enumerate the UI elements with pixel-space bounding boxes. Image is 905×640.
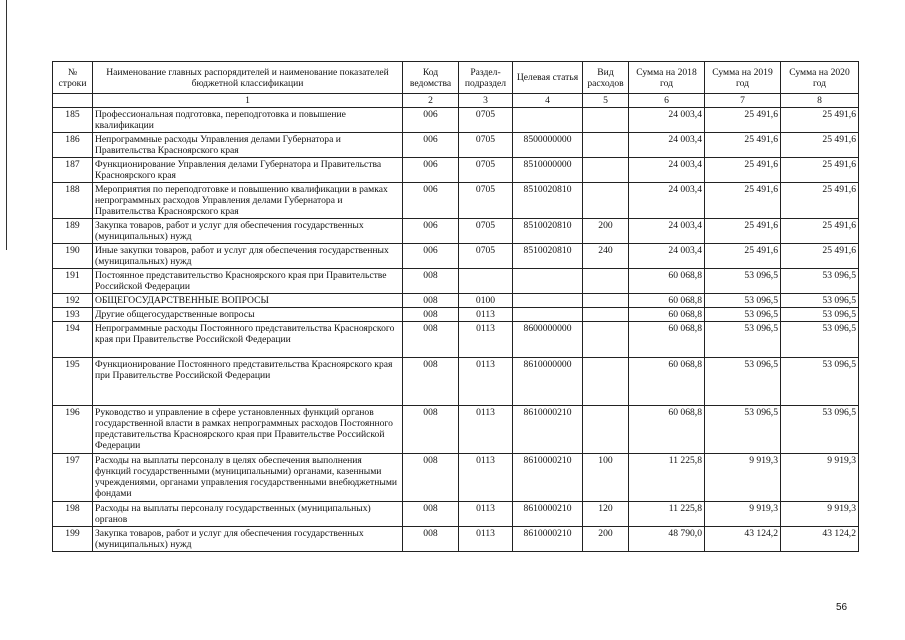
- dept-code-cell: 008: [403, 322, 459, 358]
- sum-2018-cell: 60 068,8: [629, 358, 705, 406]
- sum-2019-cell: 53 096,5: [705, 269, 781, 294]
- sum-2020-cell: 25 491,6: [781, 158, 859, 183]
- expense-type-cell: 200: [583, 219, 629, 244]
- row-number-cell: 185: [53, 108, 93, 133]
- target-item-cell: [513, 108, 583, 133]
- expense-type-cell: [583, 358, 629, 406]
- target-item-cell: 8610000000: [513, 358, 583, 406]
- target-item-cell: [513, 269, 583, 294]
- sum-2019-cell: 53 096,5: [705, 294, 781, 308]
- table-row: [53, 219, 859, 244]
- dept-code-cell: 008: [403, 294, 459, 308]
- sum-2020-cell: 53 096,5: [781, 308, 859, 322]
- row-number-cell: 195: [53, 358, 93, 406]
- page-margin-rule: [6, 0, 7, 250]
- dept-code-cell: 006: [403, 133, 459, 158]
- sum-2018-cell: 24 003,4: [629, 219, 705, 244]
- target-item-cell: 8510020810: [513, 244, 583, 269]
- sum-2018-cell: 24 003,4: [629, 133, 705, 158]
- dept-code-cell: 008: [403, 527, 459, 552]
- sum-2019-cell: 53 096,5: [705, 322, 781, 358]
- header-sum-2020: Сумма на 2020 год: [781, 62, 859, 94]
- sum-2019-cell: 43 124,2: [705, 527, 781, 552]
- item-name-cell: ОБЩЕГОСУДАРСТВЕННЫЕ ВОПРОСЫ: [93, 294, 403, 308]
- table-row: [53, 527, 859, 552]
- column-number: 2: [403, 94, 459, 108]
- item-name-cell: Мероприятия по переподготовке и повышению квалификации в рамках непрограммных расходов Управления делами Губернатора и Правительства Красноярского края: [93, 183, 403, 219]
- column-number: 1: [93, 94, 403, 108]
- row-number-cell: 188: [53, 183, 93, 219]
- sum-2020-cell: 43 124,2: [781, 527, 859, 552]
- table-row: [53, 406, 859, 454]
- sum-2020-cell: 53 096,5: [781, 406, 859, 454]
- sum-2019-cell: 9 919,3: [705, 502, 781, 527]
- column-number: 7: [705, 94, 781, 108]
- sum-2018-cell: 24 003,4: [629, 183, 705, 219]
- table-row: [53, 244, 859, 269]
- expense-type-cell: 200: [583, 527, 629, 552]
- expense-type-cell: [583, 133, 629, 158]
- budget-table: [52, 61, 859, 552]
- column-number: 5: [583, 94, 629, 108]
- target-item-cell: 8510020810: [513, 219, 583, 244]
- sum-2018-cell: 60 068,8: [629, 322, 705, 358]
- table-row: [53, 158, 859, 183]
- section-code-cell: 0100: [459, 294, 513, 308]
- table-row: [53, 108, 859, 133]
- item-name-cell: Функционирование Управления делами Губернатора и Правительства Красноярского края: [93, 158, 403, 183]
- sum-2020-cell: 9 919,3: [781, 502, 859, 527]
- sum-2020-cell: 25 491,6: [781, 133, 859, 158]
- expense-type-cell: 100: [583, 454, 629, 502]
- column-number: 4: [513, 94, 583, 108]
- target-item-cell: 8610000210: [513, 502, 583, 527]
- sum-2018-cell: 11 225,8: [629, 454, 705, 502]
- sum-2018-cell: 48 790,0: [629, 527, 705, 552]
- row-number-cell: 186: [53, 133, 93, 158]
- target-item-cell: 8600000000: [513, 322, 583, 358]
- sum-2019-cell: 25 491,6: [705, 133, 781, 158]
- section-code-cell: 0113: [459, 308, 513, 322]
- item-name-cell: Иные закупки товаров, работ и услуг для обеспечения государственных (муниципальных) нужд: [93, 244, 403, 269]
- row-number-cell: 194: [53, 322, 93, 358]
- dept-code-cell: 006: [403, 158, 459, 183]
- table-row: [53, 133, 859, 158]
- expense-type-cell: [583, 183, 629, 219]
- sum-2019-cell: 25 491,6: [705, 108, 781, 133]
- row-number-cell: 187: [53, 158, 93, 183]
- target-item-cell: 8510020810: [513, 183, 583, 219]
- section-code-cell: 0705: [459, 158, 513, 183]
- sum-2020-cell: 53 096,5: [781, 358, 859, 406]
- dept-code-cell: 006: [403, 244, 459, 269]
- dept-code-cell: 008: [403, 502, 459, 527]
- column-number: 8: [781, 94, 859, 108]
- table-row: [53, 308, 859, 322]
- sum-2019-cell: 53 096,5: [705, 308, 781, 322]
- target-item-cell: 8610000210: [513, 527, 583, 552]
- item-name-cell: Профессиональная подготовка, переподготовка и повышение квалификации: [93, 108, 403, 133]
- sum-2020-cell: 53 096,5: [781, 322, 859, 358]
- expense-type-cell: [583, 308, 629, 322]
- header-exp-type: Вид расходов: [583, 62, 629, 94]
- target-item-cell: [513, 294, 583, 308]
- sum-2019-cell: 53 096,5: [705, 406, 781, 454]
- sum-2018-cell: 60 068,8: [629, 308, 705, 322]
- target-item-cell: 8610000210: [513, 454, 583, 502]
- table-row: [53, 183, 859, 219]
- section-code-cell: 0113: [459, 454, 513, 502]
- sum-2019-cell: 25 491,6: [705, 158, 781, 183]
- sum-2019-cell: 25 491,6: [705, 219, 781, 244]
- dept-code-cell: 008: [403, 269, 459, 294]
- dept-code-cell: 006: [403, 183, 459, 219]
- item-name-cell: Руководство и управление в сфере установленных функций органов государственной власти в рамках непрограммных расходов Постоянного представительства Красноярского края при Правительстве Российской Федерации: [93, 406, 403, 454]
- column-number: [53, 94, 93, 108]
- item-name-cell: Закупка товаров, работ и услуг для обеспечения государственных (муниципальных) нужд: [93, 527, 403, 552]
- target-item-cell: 8500000000: [513, 133, 583, 158]
- item-name-cell: Расходы на выплаты персоналу в целях обеспечения выполнения функций государственными (муниципальными) органами, казенными учреждениями, органами управления государственными внебюджетными фондами: [93, 454, 403, 502]
- header-sum-2018: Сумма на 2018 год: [629, 62, 705, 94]
- section-code-cell: 0113: [459, 502, 513, 527]
- sum-2018-cell: 24 003,4: [629, 244, 705, 269]
- column-number: 6: [629, 94, 705, 108]
- expense-type-cell: [583, 294, 629, 308]
- section-code-cell: 0705: [459, 133, 513, 158]
- dept-code-cell: 006: [403, 219, 459, 244]
- target-item-cell: 8510000000: [513, 158, 583, 183]
- sum-2020-cell: 53 096,5: [781, 269, 859, 294]
- table-row: [53, 454, 859, 502]
- expense-type-cell: 120: [583, 502, 629, 527]
- section-code-cell: 0705: [459, 219, 513, 244]
- target-item-cell: [513, 308, 583, 322]
- sum-2018-cell: 60 068,8: [629, 406, 705, 454]
- header-sum-2019: Сумма на 2019 год: [705, 62, 781, 94]
- section-code-cell: 0113: [459, 322, 513, 358]
- sum-2019-cell: 9 919,3: [705, 454, 781, 502]
- sum-2018-cell: 11 225,8: [629, 502, 705, 527]
- dept-code-cell: 008: [403, 406, 459, 454]
- item-name-cell: Расходы на выплаты персоналу государственных (муниципальных) органов: [93, 502, 403, 527]
- header-section: Раздел-подраздел: [459, 62, 513, 94]
- row-number-cell: 198: [53, 502, 93, 527]
- header-name: Наименование главных распорядителей и наименование показателей бюджетной классификации: [93, 62, 403, 94]
- page-number: 56: [836, 602, 848, 613]
- sum-2019-cell: 25 491,6: [705, 244, 781, 269]
- row-number-cell: 191: [53, 269, 93, 294]
- dept-code-cell: 008: [403, 358, 459, 406]
- expense-type-cell: [583, 269, 629, 294]
- sum-2018-cell: 60 068,8: [629, 294, 705, 308]
- sum-2019-cell: 53 096,5: [705, 358, 781, 406]
- row-number-cell: 189: [53, 219, 93, 244]
- header-dept: Код ведомства: [403, 62, 459, 94]
- section-code-cell: 0113: [459, 406, 513, 454]
- expense-type-cell: [583, 406, 629, 454]
- header-target: Целевая статья: [513, 62, 583, 94]
- expense-type-cell: 240: [583, 244, 629, 269]
- row-number-cell: 192: [53, 294, 93, 308]
- row-number-cell: 197: [53, 454, 93, 502]
- item-name-cell: Непрограммные расходы Постоянного представительства Красноярского края при Правительстве Российской Федерации: [93, 322, 403, 358]
- item-name-cell: Постоянное представительство Красноярского края при Правительстве Российской Федерации: [93, 269, 403, 294]
- sum-2020-cell: 25 491,6: [781, 219, 859, 244]
- sum-2018-cell: 24 003,4: [629, 108, 705, 133]
- sum-2019-cell: 25 491,6: [705, 183, 781, 219]
- expense-type-cell: [583, 108, 629, 133]
- row-number-cell: 196: [53, 406, 93, 454]
- row-number-cell: 190: [53, 244, 93, 269]
- section-code-cell: 0113: [459, 527, 513, 552]
- item-name-cell: Закупка товаров, работ и услуг для обеспечения государственных (муниципальных) нужд: [93, 219, 403, 244]
- item-name-cell: Функционирование Постоянного представительства Красноярского края при Правительстве Российской Федерации: [93, 358, 403, 406]
- section-code-cell: [459, 269, 513, 294]
- table-row: [53, 322, 859, 358]
- header-row-no: № строки: [53, 62, 93, 94]
- sum-2020-cell: 53 096,5: [781, 294, 859, 308]
- row-number-cell: 193: [53, 308, 93, 322]
- table-row: [53, 502, 859, 527]
- item-name-cell: Непрограммные расходы Управления делами Губернатора и Правительства Красноярского края: [93, 133, 403, 158]
- section-code-cell: 0705: [459, 108, 513, 133]
- sum-2018-cell: 24 003,4: [629, 158, 705, 183]
- item-name-cell: Другие общегосударственные вопросы: [93, 308, 403, 322]
- sum-2020-cell: 25 491,6: [781, 244, 859, 269]
- dept-code-cell: 008: [403, 308, 459, 322]
- section-code-cell: 0113: [459, 358, 513, 406]
- section-code-cell: 0705: [459, 183, 513, 219]
- dept-code-cell: 008: [403, 454, 459, 502]
- sum-2020-cell: 25 491,6: [781, 108, 859, 133]
- target-item-cell: 8610000210: [513, 406, 583, 454]
- table-header-row: [53, 62, 859, 94]
- column-number: 3: [459, 94, 513, 108]
- expense-type-cell: [583, 158, 629, 183]
- sum-2018-cell: 60 068,8: [629, 269, 705, 294]
- table-row: [53, 269, 859, 294]
- expense-type-cell: [583, 322, 629, 358]
- section-code-cell: 0705: [459, 244, 513, 269]
- sum-2020-cell: 9 919,3: [781, 454, 859, 502]
- sum-2020-cell: 25 491,6: [781, 183, 859, 219]
- table-row: [53, 294, 859, 308]
- column-number-row: [53, 94, 859, 108]
- dept-code-cell: 006: [403, 108, 459, 133]
- table-row: [53, 358, 859, 406]
- row-number-cell: 199: [53, 527, 93, 552]
